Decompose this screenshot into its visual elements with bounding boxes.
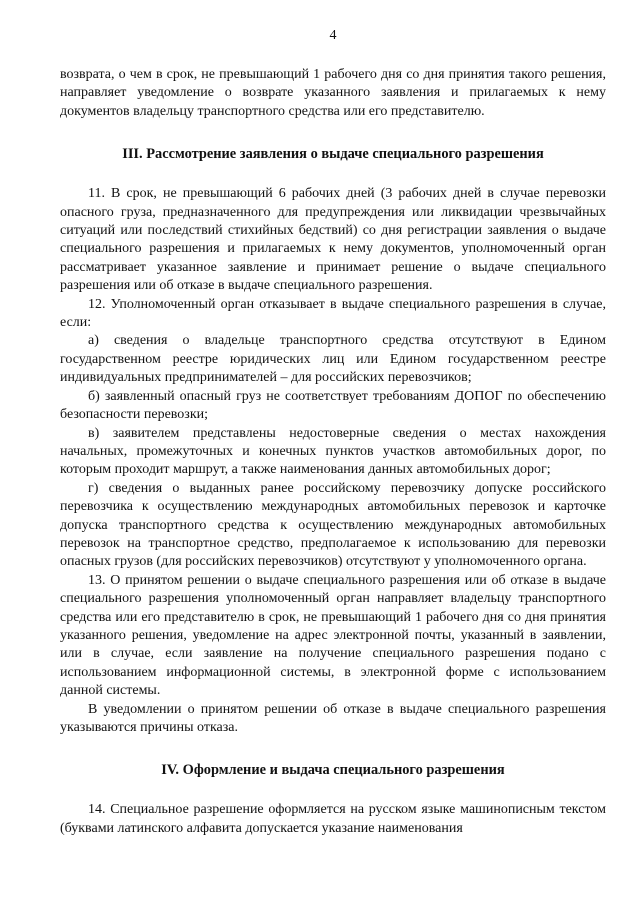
paragraph-12: 12. Уполномоченный орган отказывает в выдаче специального разрешения в случае, если: [60, 296, 606, 331]
page-number: 4 [329, 28, 337, 43]
paragraph-12-item-a: а) сведения о владельце транспортного средства отсутствуют в Едином государственном реестре юридических лиц или Едином государственном реестре индивидуальных предпринимателей – для российских перевозчиков; [60, 333, 606, 386]
intro-paragraph: возврата, о чем в срок, не превышающий 1 рабочего дня со дня принятия такого решения, направляет уведомление о возврате указанного заявления и прилагаемых к нему документов владельцу транспортного средства или его представителю. [60, 67, 606, 119]
paragraph-13-note: В уведомлении о принятом решении об отказе в выдаче специального разрешения указываются причины отказа. [60, 701, 606, 735]
paragraph-14: 14. Специальное разрешение оформляется на русском языке машинописным текстом (буквами латинского алфавита допускается указание наименования [60, 802, 606, 836]
paragraph-11: 11. В срок, не превышающий 6 рабочих дней (3 рабочих дней в случае перевозки опасного груза, предназначенного для предупреждения или ликвидации чрезвычайных ситуаций или последствий стихийных бедствий) со дня регистрации заявления о выдаче специального разрешения и прилагаемых к нему документов, уполномоченный орган рассматривает указанное заявление и принимает решение о выдаче специального разрешения или об отказе в выдаче специального разрешения. [60, 186, 606, 294]
paragraph-13: 13. О принятом решении о выдаче специального разрешения или об отказе в выдаче специального разрешения уполномоченный орган направляет владельцу транспортного средства или его представителю в срок, не превышающий 1 рабочего дня со дня принятия указанного решения, уведомление на адрес электронной почты, указанный в заявлении, или в случае, если заявление на получение специального разрешения подано с использованием информационной системы, в электронной форме с использованием данной системы. [60, 572, 606, 699]
paragraph-12-item-g: г) сведения о выданных ранее российскому перевозчику допуске российского перевозчика к осуществлению международных автомобильных перевозок и карточке допуска транспортного средства к осуществлению международных автомобильных перевозок на транспортное средство, предполагаемое к использованию для перевозки опасных грузов (для российских перевозчиков) отсутствуют у уполномоченного органа. [60, 480, 606, 570]
paragraph-12-item-v: в) заявителем представлены недостоверные сведения о местах нахождения начальных, промежуточных и конечных пунктов участков автомобильных дорог, по которым проходит маршрут, а также наименования данных автомобильных дорог; [60, 425, 606, 478]
section-4-heading: IV. Оформление и выдача специального разрешения [161, 762, 505, 779]
paragraph-12-item-b: б) заявленный опасный груз не соответствует требованиям ДОПОГ по обеспечению безопасности перевозки; [60, 388, 606, 423]
section-3-heading: III. Рассмотрение заявления о выдаче специального разрешения [122, 146, 544, 163]
